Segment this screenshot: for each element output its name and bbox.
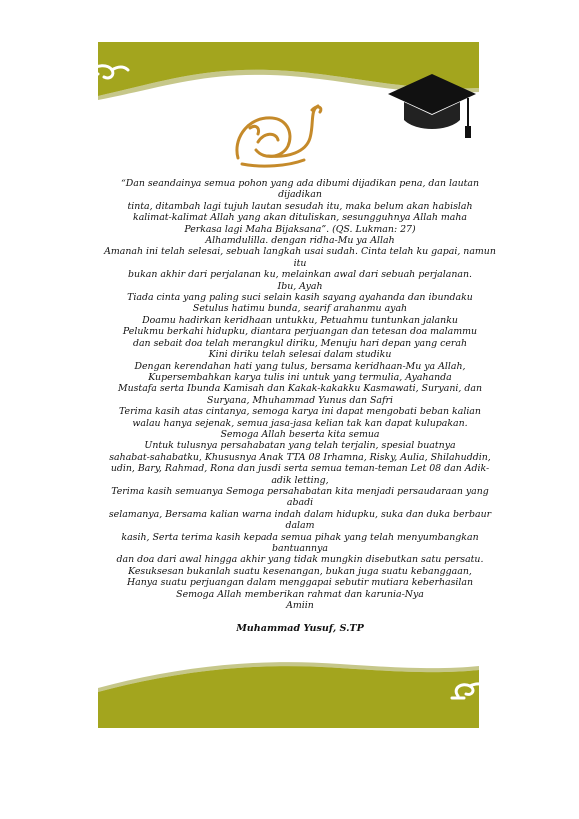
dedication-line: Hanya suatu perjuangan dalam menggapai sebutir mutiara keberhasilan: [126, 577, 474, 589]
dedication-line: Terima kasih atas cintanya, semoga karya ini dapat mengobati beban kalian: [119, 406, 481, 418]
dedication-line: bukan akhir dari perjalanan ku, melainkan awal dari sebuah perjalanan.: [128, 269, 472, 281]
dedication-line: Ibu, Ayah: [277, 280, 323, 292]
dedication-line: Semoga Allah beserta kita semua: [220, 428, 380, 440]
dedication-line: selamanya, Bersama kalian warna indah dalam hidupku, suka dan duka berbaur dalam: [108, 508, 492, 532]
dedication-line: Kesuksesan bukanlah suatu kesenangan, bukan juga suatu kebanggaan,: [128, 565, 472, 577]
author-signature: Muhammad Yusuf, S.TP: [236, 623, 364, 635]
dedication-line: Dengan kerendahan hati yang tulus, bersama keridhaan-Mu ya Allah,: [134, 360, 466, 372]
dedication-line: Amiin: [286, 600, 314, 612]
dedication-line: dan doa dari awal hingga akhir yang tidak mungkin disebutkan satu persatu.: [116, 554, 484, 566]
dedication-line: “Dan seandainya semua pohon yang ada dibumi dijadikan pena, dan lautan dijadikan: [120, 178, 480, 201]
dedication-line: Pelukmu berkahi hidupku, diantara perjuangan dan tetesan doa malammu: [122, 326, 478, 338]
dedication-line: Tiada cinta yang paling suci selain kasih sayang ayahanda dan ibundaku: [127, 292, 473, 304]
dedication-line: walau hanya sejenak, semua jasa-jasa kelian tak kan dapat kulupakan.: [132, 417, 468, 429]
dedication-text: [102, 178, 498, 635]
dedication-line: Amanah ini telah selesai, sebuah langkah usai sudah. Cinta telah ku gapai, namun itu: [104, 246, 496, 269]
dedication-line: dan sebait doa telah merangkul diriku, Menuju hari depan yang cerah: [132, 337, 468, 349]
dedication-line: Setulus hatimu bunda, searif arahanmu ayah: [192, 303, 408, 315]
bird-calligraphy-icon: [228, 98, 324, 170]
dedication-line: Terima kasih semuanya Semoga persahabatan kita menjadi persaudaraan yang abadi: [111, 485, 489, 509]
graduation-cap-icon: [386, 70, 478, 148]
dedication-line: Suryana, Mhuhammad Yunus dan Safri: [207, 394, 393, 406]
bottom-banner: [0, 640, 579, 740]
dedication-line: kasih, Serta terima kasih kepada semua pihak yang telah menyumbangkan bantuannya: [121, 531, 479, 554]
dedication-line: Semoga Allah memberikan rahmat dan karunia-Nya: [176, 588, 424, 600]
dedication-line: Doamu hadirkan keridhaan untukku, Petuahmu tuntunkan jalanku: [142, 314, 458, 326]
dedication-line: tinta, ditambah lagi tujuh lautan sesudah itu, maka belum akan habislah: [127, 200, 473, 212]
dedication-line: Untuk tulusnya persahabatan yang telah terjalin, spesial buatnya: [144, 440, 456, 452]
dedication-line: Kini diriku telah selesai dalam studiku: [208, 349, 392, 361]
dedication-line: Perkasa lagi Maha Bijaksana”. (QS. Lukman: 27): [184, 223, 416, 235]
dedication-line: kalimat-kalimat Allah yang akan dituliskan, sesungguhnya Allah maha: [133, 212, 467, 224]
dedication-line: Mustafa serta Ibunda Kamisah dan Kakak-kakakku Kasmawati, Suryani, dan: [117, 383, 483, 395]
dedication-line: Kupersembahkan karya tulis ini untuk yang termulia, Ayahanda: [148, 371, 452, 383]
dedication-line: sahabat-sahabatku, Khususnya Anak TTA 08 Irhamna, Risky, Aulia, Shilahuddin,: [109, 451, 491, 463]
dedication-line: Alhamdulilla. dengan ridha-Mu ya Allah: [205, 235, 395, 247]
dedication-line: udin, Bary, Rahmad, Rona dan jusdi serta semua teman-teman Let 08 dan Adik-adik letting,: [110, 463, 490, 486]
